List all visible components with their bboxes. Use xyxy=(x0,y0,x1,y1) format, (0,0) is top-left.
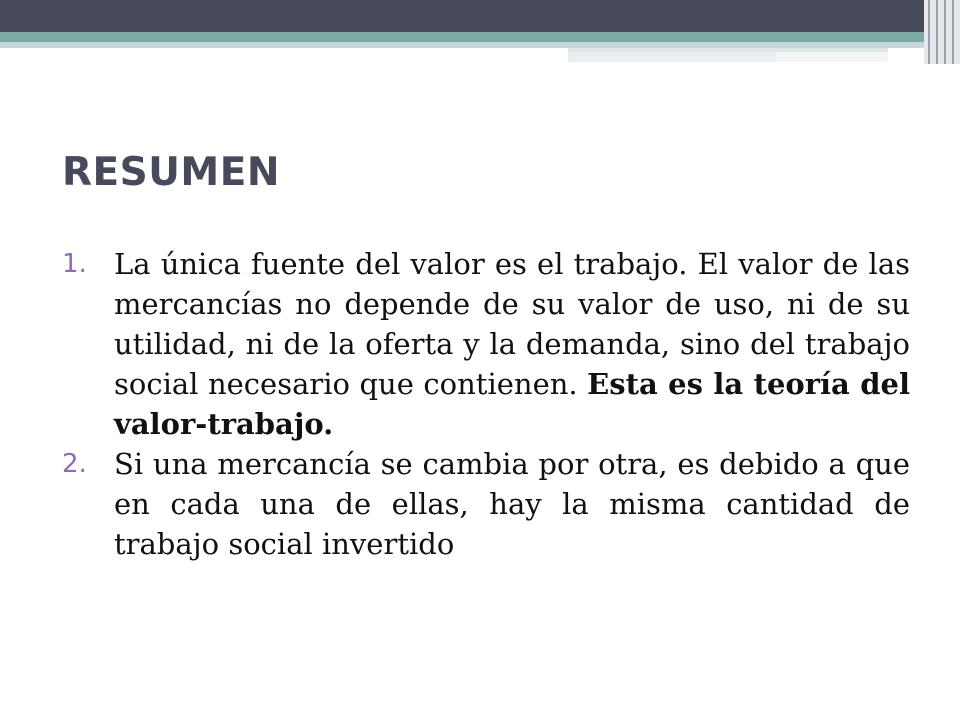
header-vertical-line xyxy=(936,0,938,64)
slide-title: RESUMEN xyxy=(62,150,281,195)
header-accent-band xyxy=(0,32,924,42)
list-number: 1. xyxy=(62,249,87,279)
list-item xyxy=(62,444,910,564)
list-item xyxy=(62,244,910,444)
list-item-bold-text: Esta es la teoría del valor-trabajo. xyxy=(114,367,910,441)
header-bar xyxy=(0,0,960,32)
header-vertical-line xyxy=(952,0,954,64)
list-item-text: La única fuente del valor es el trabajo. El valor de las mercancías no depende de su valor de uso, ni de su utilidad, ni de la oferta y la demanda, sino del trabajo social necesario que contienen. xyxy=(114,247,910,401)
header-accent-strip-3 xyxy=(776,52,888,62)
header-vertical-line xyxy=(944,0,946,64)
list-number: 2. xyxy=(62,449,87,479)
content-list xyxy=(62,244,910,564)
list-item-text: Si una mercancía se cambia por otra, es debido a que en cada una de ellas, hay la misma cantidad de trabajo social invertido xyxy=(114,447,910,561)
header-vertical-line xyxy=(928,0,930,64)
